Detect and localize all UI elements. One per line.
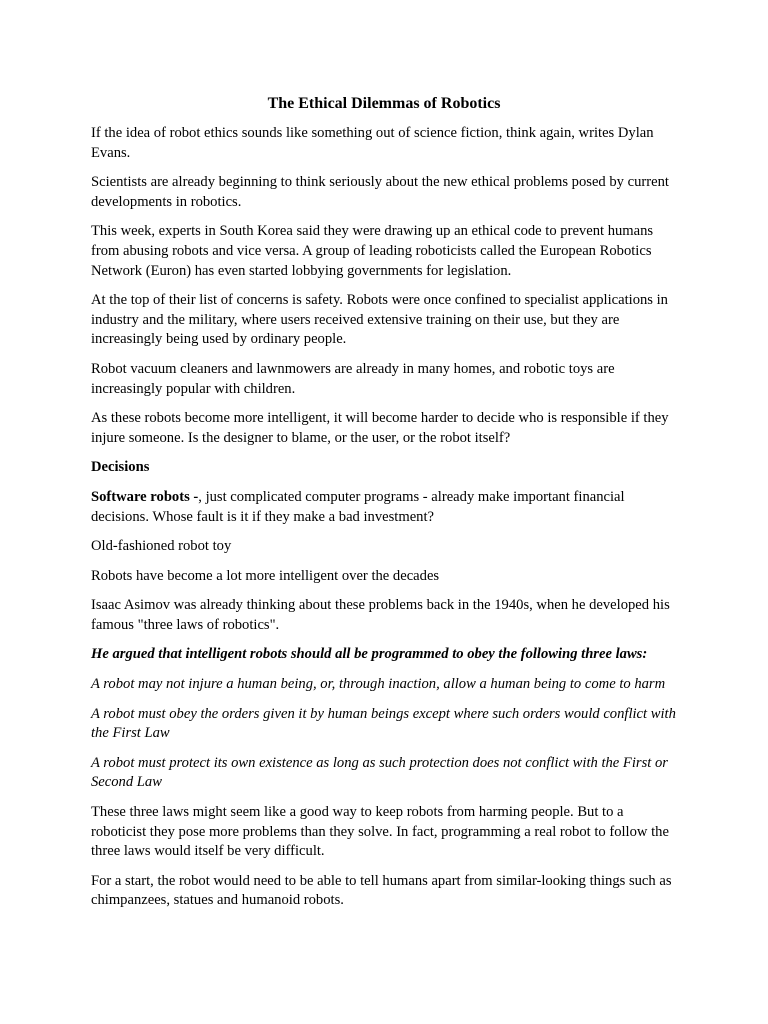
paragraph-three-laws-problems: These three laws might seem like a good way to keep robots from harming people. But to a roboticist they pose more problems than they solve. In fact, programming a real robot to follow the three laws would itself be very difficult. [91,804,669,860]
software-robots-bold: Software robots - [91,488,199,505]
document-body [91,93,677,921]
paragraph-south-korea: This week, experts in South Korea said they were drawing up an ethical code to prevent humans from abusing robots and vice versa. A group of leading roboticists called the European Robotics Network (Euron) has even started lobbying governments for legislation. [91,223,654,279]
laws-intro: He argued that intelligent robots should all be programmed to obey the following three laws: [91,646,648,663]
paragraph-home-robots: Robot vacuum cleaners and lawnmowers are already in many homes, and robotic toys are increasingly popular with children. [91,360,615,397]
image-caption-intelligence: Robots have become a lot more intelligent over the decades [91,567,440,584]
paragraph-asimov: Isaac Asimov was already thinking about these problems back in the 1940s, when he developed his famous "three laws of robotics". [91,597,670,633]
law-second: A robot must obey the orders given it by human beings except where such orders would conflict with the First Law [91,705,676,742]
paragraph-intro: If the idea of robot ethics sounds like something out of science fiction, think again, writes Dylan Evans. [91,125,654,161]
software-robots-text: , just complicated computer programs - already make important financial decisions. Whose fault is it if they make a bad investment? [91,488,625,525]
law-third: A robot must protect its own existence as long as such protection does not conflict with the First or Second Law [91,754,668,791]
paragraph-software-robots [91,488,677,527]
document-title: The Ethical Dilemmas of Robotics [267,95,501,112]
paragraph-safety: At the top of their list of concerns is safety. Robots were once confined to specialist applications in industry and the military, where users received extensive training on their use, but they are increasingly being used by ordinary people. [91,292,668,348]
paragraph-telling-humans-apart: For a start, the robot would need to be able to tell humans apart from similar-looking things such as chimpanzees, statues and humanoid robots. [91,872,672,909]
law-first: A robot may not injure a human being, or, through inaction, allow a human being to come to harm [91,676,666,693]
paragraph-scientists: Scientists are already beginning to think seriously about the new ethical problems posed by current developments in robotics. [91,174,669,210]
section-heading-decisions: Decisions [91,459,150,476]
image-caption-robot-toy: Old-fashioned robot toy [91,538,232,555]
paragraph-responsibility: As these robots become more intelligent, it will become harder to decide who is responsible if they injure someone. Is the designer to blame, or the user, or the robot itself? [91,410,669,446]
